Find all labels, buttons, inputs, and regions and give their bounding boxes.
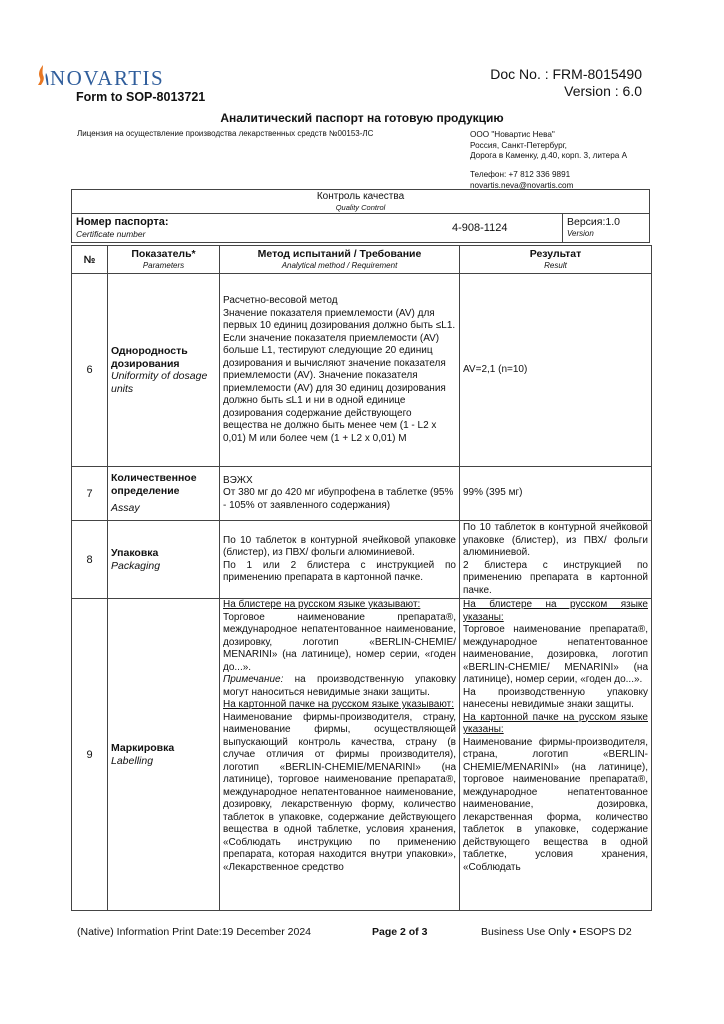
header-num: № [72,246,108,274]
row-num: 7 [72,467,108,521]
method-blister-text: Торговое наименование препарата®, международное непатентованное наименование, дозировку, логотип «BERLIN-CHEMIE/ MENARINI» (на латинице), номер серии, «годен до...». [223,611,456,673]
header-method: Метод испытаний / Требование Analytical method / Requirement [220,246,460,274]
novartis-flame-icon [37,64,49,86]
table-row [72,521,652,599]
certificate-label [76,216,169,240]
method-carton-heading: На картонной пачке на русском языке указывают: [223,699,454,710]
result-carton-heading: На картонной пачке на русском языке указаны: [463,711,648,735]
row-result: AV=2,1 (n=10) [460,274,652,467]
footer-classification: Business Use Only • ESOPS D2 [481,926,632,938]
row-method: По 10 таблеток в контурной ячейковой упаковке (блистер), из ПВХ/ фольги алюминиевой. По 1 или 2 блистера с инструкцией по применению препарата в картонной пачке. [220,521,460,599]
row-result: По 10 таблеток в контурной ячейковой упаковке (блистер), из ПВХ/ фольги алюминиевой. 2 блистера с инструкцией по применению препарата в картонной пачке. [460,521,652,599]
row-num: 8 [72,521,108,599]
row-parameter: Маркировка Labelling [108,599,220,911]
row-num: 9 [72,599,108,911]
certificate-label-en: Certificate number [76,229,146,239]
company-name: ООО "Новартис Нева" [470,130,555,139]
address-line-1: Россия, Санкт-Петербург, [470,140,567,150]
company-email: novartis.neva@novartis.com [470,180,574,190]
row-method: Расчетно-весовой метод Значение показателя приемлемости (AV) для первых 10 единиц дозирования должно быть ≤L1. Если значение показателя приемлемости (AV) больше L1, тестируют следующие 20 единиц дозирования и вычисляют значение показателя приемлемости (AV). Значение показателя приемлемости (AV) для 30 единиц дозирования должно быть ≤L1 и ни в одной единице дозирования содержание действующего вещества не должно быть менее чем (1 - L2 x 0,01) M или более чем (1 + L2 x 0,01) M [220,274,460,467]
row-num: 6 [72,274,108,467]
footer-print-info: (Native) Information Print Date:19 December 2024 [77,926,312,938]
row-parameter: Однородность дозирования Uniformity of dosage units [108,274,220,467]
qc-title-en: Quality Control [335,203,386,212]
method-carton-text: Наименование фирмы-производителя, страну, наименование фирмы, осуществляющей выпускающий контроль качества, страну (в случае отличия от фирмы производителя), логотип «BERLIN-CHEMIE/MENARINI» (на латинице), торговое наименование препарата®, международное непатентованное наименование, дозировку, лекарственную форму, количество таблеток в упаковке, содержание действующего вещества в одной таблетке, условия хранения, «Соблюдать инструкцию по применению препарата, которая находится внутри упаковки», «Лекарственное средство [223,711,456,873]
certificate-version-en: Version [567,229,594,238]
result-carton-text: Наименование фирмы-производителя, страна, логотип «BERLIN-CHEMIE/MENARINI» (на латинице), торговое наименование препарата®, международное непатентованное наименование, дозировка, лекарственная форма, количество таблеток в упаковке, содержание действующего вещества в одной таблетке, условия хранения, «Соблюдать [463,736,648,873]
company-address [470,130,627,162]
row-method: ВЭЖХ От 380 мг до 420 мг ибупрофена в таблетке (95% - 105% от заявленного содержания) [220,467,460,521]
footer-page-number: Page 2 of 3 [372,926,428,938]
table-row [72,467,652,521]
novartis-logo: NOVARTIS [50,66,165,90]
table-row [72,274,652,467]
document-number-block [490,66,642,100]
page-title: Аналитический паспорт на готовую продукцию [220,111,504,125]
method-blister-heading: На блистере на русском языке указывают: [223,599,421,610]
quality-control-header [71,189,650,214]
certificate-row [71,214,650,243]
row-result: 99% (395 мг) [460,467,652,521]
form-reference: Form to SOP-8013721 [76,90,206,104]
company-phone: Телефон: +7 812 336 9891 [470,170,571,179]
doc-number: Doc No. : FRM-8015490 [490,66,642,82]
qc-title-ru: Контроль качества [316,191,405,202]
row-method [220,599,460,911]
certificate-version-ru: Версия:1.0 [567,216,620,228]
result-blister-heading: На блистере на русском языке указаны: [463,599,648,623]
table-row [72,599,652,911]
table-header-row [72,246,652,274]
row-parameter: Упаковка Packaging [108,521,220,599]
row-result [460,599,652,911]
company-contacts [470,170,573,191]
certificate-number: 4-908-1124 [452,222,508,234]
address-line-2: Дорога в Каменку, д.40, корп. 3, литера А [470,151,628,160]
header-param: Показатель* Parameters [108,246,220,274]
header-result: Результат Result [460,246,652,274]
certificate-version [562,214,624,242]
license-text: Лицензия на осуществление производства лекарственных средств №00153-ЛС [77,129,374,138]
results-table [71,245,652,911]
result-blister-text: Торговое наименование препарата®, международное непатентованное наименование, дозировка, логотип «BERLIN-CHEMIE/ MENARINI» (на латинице), номер серии, «годен до...». На производственную упаковку нанесены невидимые знаки защиты. [463,624,648,710]
row-parameter: Количественное определение Assay [108,467,220,521]
certificate-label-ru: Номер паспорта: [76,216,169,228]
doc-version: Version : 6.0 [564,83,642,99]
method-note: Примечание: на производственную упаковку могут наноситься невидимые знаки защиты. [223,674,456,698]
